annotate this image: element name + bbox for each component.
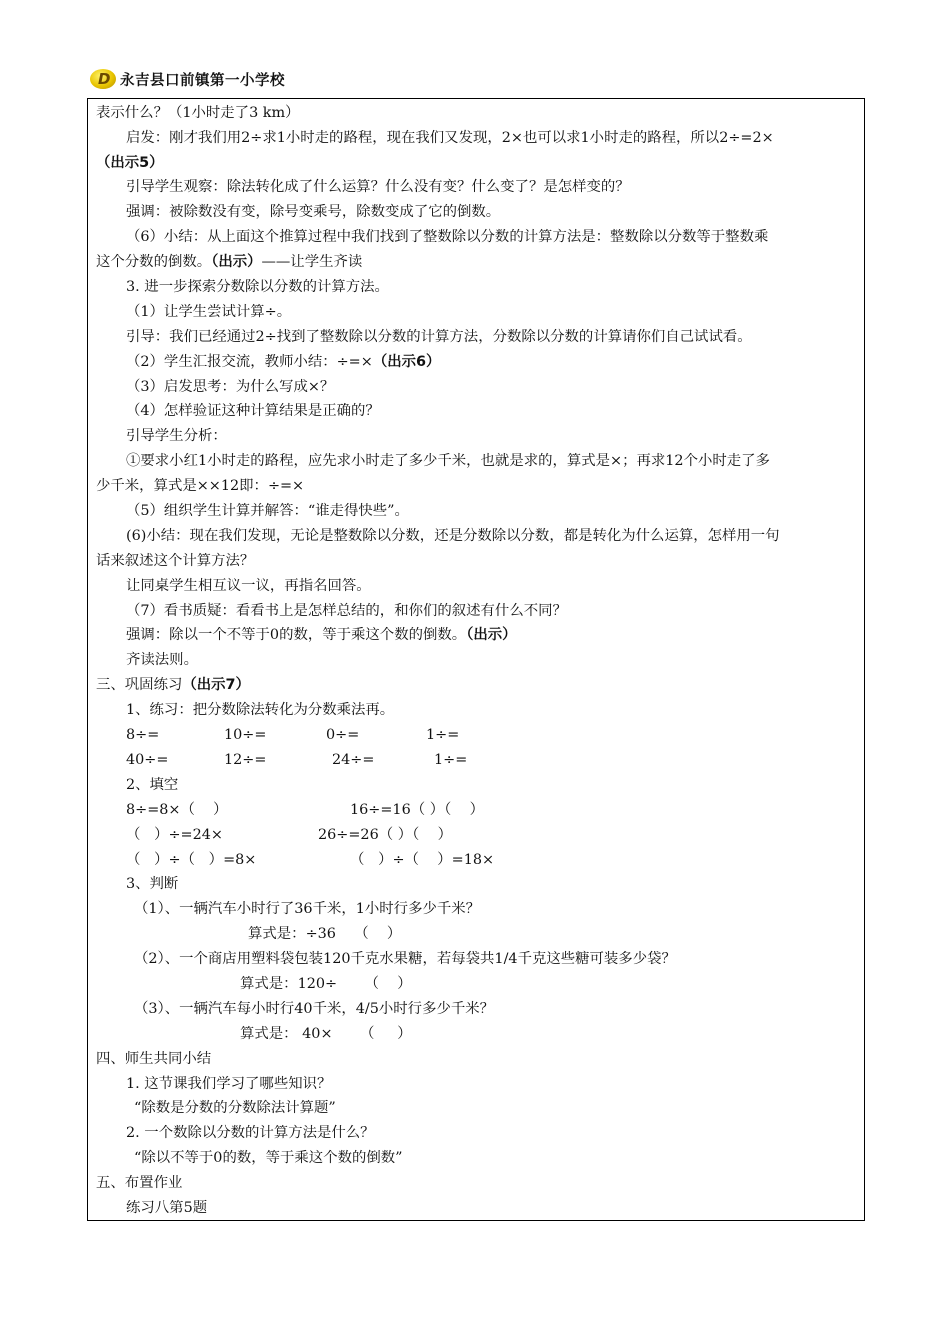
text-run: （ ）÷（ ）=18× [350, 852, 495, 868]
text-run: 2. 一个数除以分数的计算方法是什么？ [126, 1125, 375, 1141]
text-run: 引导：我们已经通过2÷找到了整数除以分数的计算方法，分数除以分数的计算请你们自己试试看。 [126, 329, 752, 345]
text-run: 26÷=26（ ）（ ） [318, 827, 452, 843]
text-line [96, 103, 300, 123]
text-run: 强调：被除数没有变，除号变乘号，除数变成了它的倒数。 [126, 204, 501, 220]
text-line [248, 924, 401, 944]
text-run: （2）学生汇报交流，教师小结：÷=× [126, 354, 373, 370]
text-run: 算式是：÷36 （ ） [248, 926, 402, 942]
text-run: 2、填空 [126, 777, 179, 793]
text-line [224, 750, 266, 770]
text-line [126, 501, 409, 521]
text-line [134, 999, 494, 1019]
text-line [134, 1098, 336, 1118]
text-line [434, 750, 467, 770]
text-line [126, 451, 770, 471]
text-run: （4）怎样验证这种计算结果是正确的？ [126, 403, 380, 419]
page-header [90, 64, 285, 94]
text-run: (6)小结：现在我们发现，无论是整数除以分数，还是分数除以分数，都是转化为什么运算，怎样用一句 [126, 528, 780, 544]
text-run: （3）启发思考：为什么写成×？ [126, 379, 335, 395]
text-line [350, 850, 494, 870]
text-run: 五、布置作业 [96, 1175, 183, 1191]
text-run: 40÷= [126, 752, 169, 768]
text-run: 8÷= [126, 727, 160, 743]
text-run: （3）、一辆汽车每小时行40千米，4/5小时行多少千米？ [134, 1001, 495, 1017]
text-run: 1. 这节课我们学习了哪些知识？ [126, 1076, 332, 1092]
text-line [126, 302, 291, 322]
text-line [126, 202, 500, 222]
text-run: （6）小结：从上面这个推算过程中我们找到了整数除以分数的计算方法是：整数除以分数等于整数乘 [126, 229, 769, 245]
text-line [126, 700, 394, 720]
text-run: 3、判断 [126, 876, 179, 892]
bold-marker: （出示） [211, 254, 262, 270]
text-run: 练习八第5题 [126, 1200, 208, 1216]
text-line [126, 576, 371, 596]
text-line [126, 377, 334, 397]
text-line [134, 1148, 403, 1168]
text-line [126, 401, 380, 421]
text-run: （ ）÷（ ）=8× [126, 852, 257, 868]
text-line [126, 277, 389, 297]
text-line [126, 327, 752, 347]
text-run: 8÷=8×（ ） [126, 802, 228, 818]
text-line [326, 725, 359, 745]
text-run: 表示什么？（1小时走了3 km） [96, 105, 300, 121]
text-run: “除数是分数的分数除法计算题” [134, 1100, 336, 1116]
text-line [96, 1049, 211, 1069]
text-run: “除以不等于0的数，等于乘这个数的倒数” [134, 1150, 403, 1166]
text-run: 1、练习：把分数除法转化为分数乘法再。 [126, 702, 395, 718]
text-line [126, 227, 768, 247]
school-logo-icon [90, 67, 118, 91]
text-line [126, 352, 440, 372]
text-line [126, 850, 256, 870]
text-line [240, 974, 412, 994]
text-line [96, 476, 304, 496]
text-run: 0÷= [326, 727, 360, 743]
text-run: （1）让学生尝试计算÷。 [126, 304, 292, 320]
text-line [126, 601, 567, 621]
text-run: 四、师生共同小结 [96, 1051, 212, 1067]
text-run: （ ）÷=24× [126, 827, 223, 843]
text-run: 三、巩固练习 [96, 677, 183, 693]
text-run: 引导学生观察：除法转化成了什么运算？什么没有变？什么变了？是怎样变的？ [126, 179, 630, 195]
text-line [126, 1123, 375, 1143]
text-line [350, 800, 484, 820]
text-line [134, 949, 676, 969]
text-line [126, 526, 780, 546]
text-line [126, 800, 228, 820]
text-run: 启发：刚才我们用2÷求1小时走的路程，现在我们又发现，2×也可以求1小时走的路程，所以2÷=2× [126, 130, 774, 146]
text-run: 齐读法则。 [126, 652, 198, 668]
text-run: 这个分数的倒数。 [96, 254, 212, 270]
text-run: 少千米，算式是××12即：÷=× [96, 478, 305, 494]
text-line [126, 775, 178, 795]
text-run: ①要求小红1小时走的路程，应先求小时走了多少千米，也就是求的，算式是×；再求12个小时走了多 [126, 453, 770, 469]
text-run: 3. 进一步探索分数除以分数的计算方法。 [126, 279, 389, 295]
text-line [318, 825, 452, 845]
text-run: 1÷= [434, 752, 468, 768]
text-line [126, 177, 630, 197]
text-line [224, 725, 266, 745]
text-line [426, 725, 459, 745]
text-run: （5）组织学生计算并解答：“谁走得快些”。 [126, 503, 409, 519]
text-line [126, 625, 517, 645]
text-line [96, 153, 164, 173]
text-line [126, 750, 168, 770]
text-run: 强调：除以一个不等于0的数，等于乘这个数的倒数。 [126, 627, 467, 643]
text-run: 16÷=16（ ）（ ） [350, 802, 484, 818]
text-line [126, 426, 227, 446]
text-line [332, 750, 374, 770]
text-line [96, 551, 254, 571]
text-line [96, 1173, 182, 1193]
school-name: 永吉县口前镇第一小学校 [120, 72, 285, 89]
text-line [96, 252, 362, 272]
text-run: （1）、一辆汽车小时行了36千米，1小时行多少千米？ [134, 901, 481, 917]
text-line [126, 825, 223, 845]
text-run: 算式是： 40× （ ） [240, 1026, 412, 1042]
text-run: 24÷= [332, 752, 375, 768]
text-run: （2）、一个商店用塑料袋包装120千克水果糖，若每袋共1/4千克这些糖可装多少袋？ [134, 951, 676, 967]
text-line [240, 1024, 412, 1044]
text-line [96, 675, 250, 695]
text-run: 算式是：120÷ （ ） [240, 976, 412, 992]
text-run: 话来叙述这个计算方法？ [96, 553, 255, 569]
text-line [126, 725, 159, 745]
text-line [126, 874, 178, 894]
text-line [126, 650, 198, 670]
text-line [126, 1198, 207, 1218]
bold-marker: （出示7） [182, 677, 250, 693]
text-run: 12÷= [224, 752, 267, 768]
bold-marker: （出示） [466, 627, 517, 643]
text-run: 引导学生分析： [126, 428, 227, 444]
logo-letter: D [98, 70, 111, 88]
text-run: 1÷= [426, 727, 460, 743]
text-run: 10÷= [224, 727, 267, 743]
text-line [134, 899, 480, 919]
bold-marker: （出示5） [96, 155, 164, 171]
text-run: （7）看书质疑：看看书上是怎样总结的，和你们的叙述有什么不同？ [126, 603, 567, 619]
bold-marker: （出示6） [372, 354, 441, 370]
text-line [126, 128, 774, 148]
text-run: ——让学生齐读 [261, 254, 363, 270]
text-line [126, 1074, 331, 1094]
text-run: 让同桌学生相互议一议，再指名回答。 [126, 578, 371, 594]
